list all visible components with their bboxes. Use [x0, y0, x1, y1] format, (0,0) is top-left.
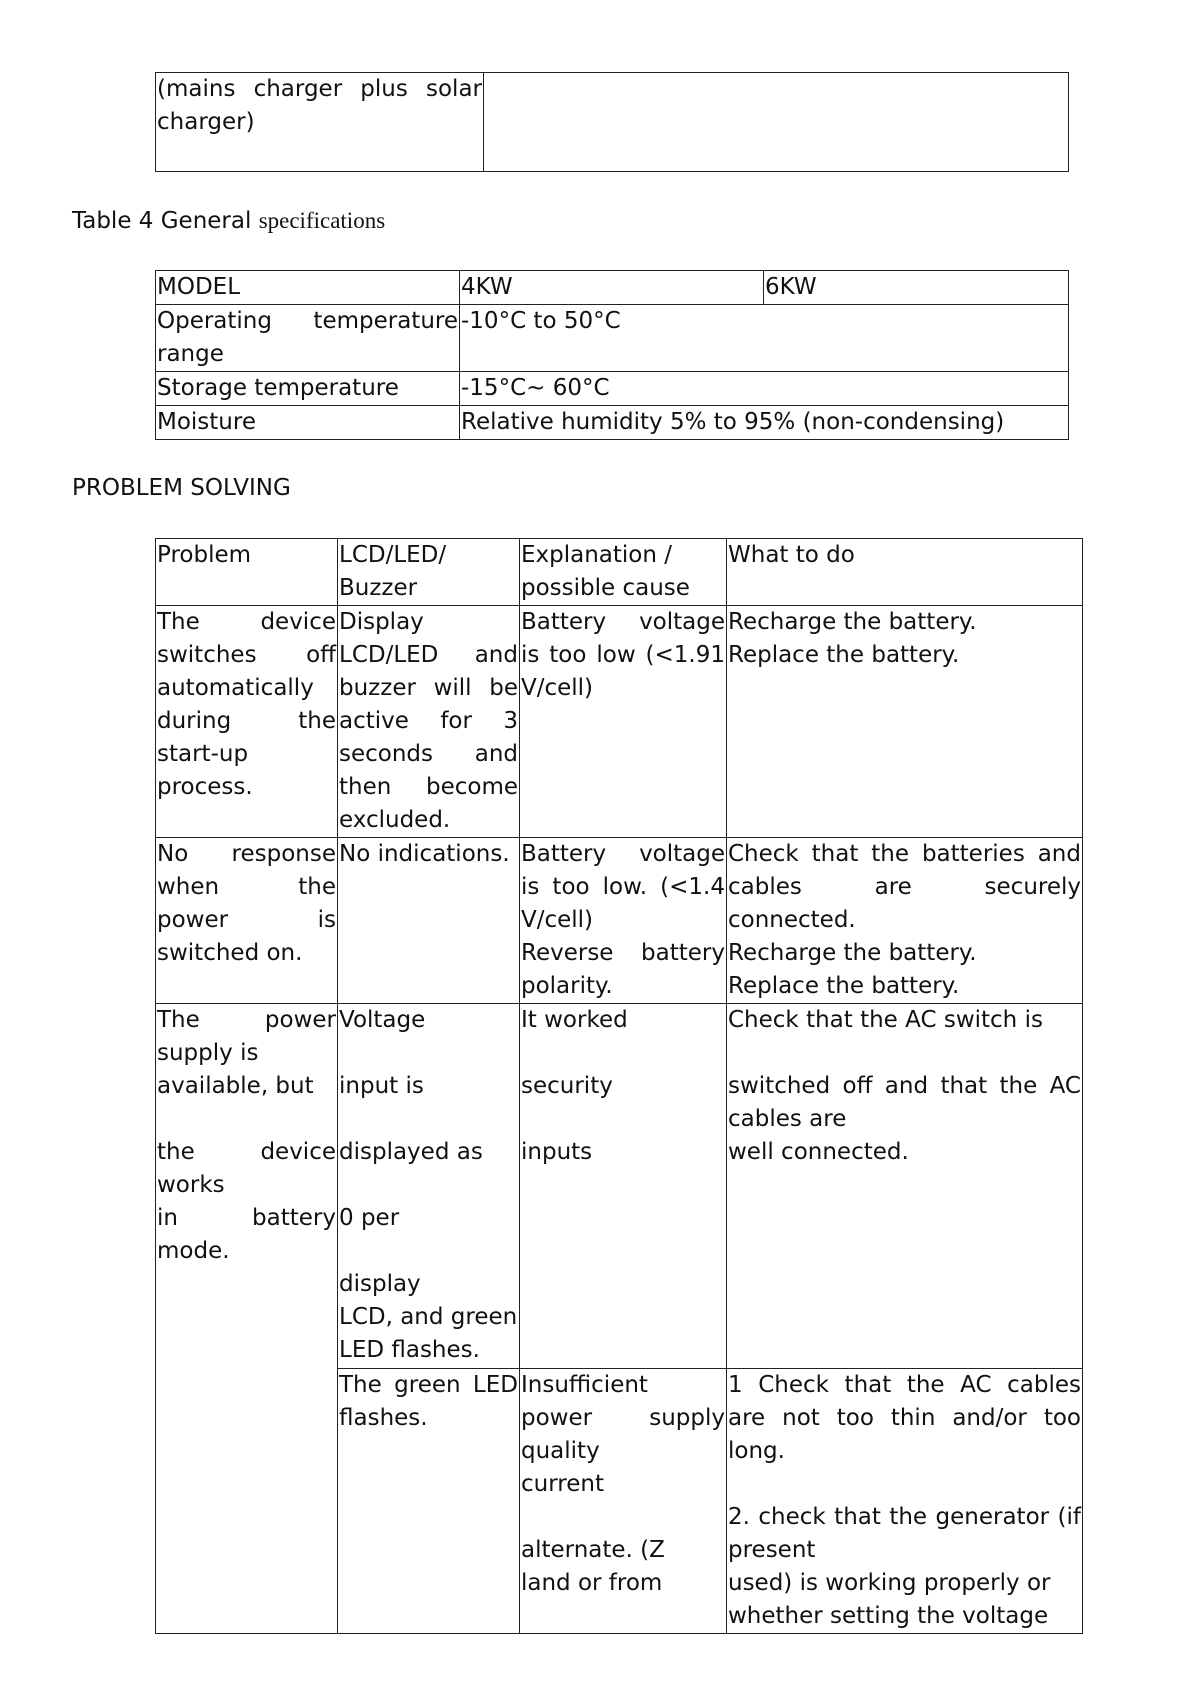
row3-explanation-line1: It worked	[521, 1007, 628, 1033]
header-explanation-line1: Explanation /	[521, 542, 673, 568]
table4-caption	[72, 204, 385, 238]
row2-lcd: No indications.	[338, 838, 520, 1004]
spec-label-storage-temperature: Storage temperature	[156, 372, 460, 406]
row4-what-to-do	[727, 1369, 1083, 1634]
row3-todo-line3: well connected.	[728, 1139, 909, 1165]
row2-todo-line3: Replace the battery.	[728, 973, 960, 999]
header-explanation-line2: possible cause	[521, 575, 690, 601]
row3-lcd-line1: Voltage	[339, 1007, 426, 1033]
header-lcd-led-buzzer	[338, 539, 520, 606]
row4-lcd: The green LED flashes.	[338, 1369, 520, 1634]
row4-explanation	[520, 1369, 727, 1634]
row3-problem-gap	[157, 1103, 336, 1136]
spec-value-storage-temperature: -15°C~ 60°C	[460, 372, 1069, 406]
header-what-to-do: What to do	[727, 539, 1083, 606]
continuation-table	[155, 72, 1069, 172]
row3-lcd-gap4	[339, 1235, 518, 1268]
row4-explanation-gap	[521, 1501, 725, 1534]
spec-label-moisture: Moisture	[156, 406, 460, 440]
row3-lcd-line5: display	[339, 1271, 421, 1297]
header-problem: Problem	[156, 539, 338, 606]
row3-problem-line2: available, but	[157, 1073, 314, 1099]
spec-value-operating-temperature: -10°C to 50°C	[460, 305, 1069, 372]
row1-lcd: Display LCD/LED and buzzer will be active for 3 seconds and then become excluded.	[338, 606, 520, 838]
row3-explanation-line2: security	[521, 1073, 613, 1099]
row3-lcd-line7: LED flashes.	[339, 1337, 480, 1363]
row2-todo-line1: Check that the batteries and cables are securely connected.	[728, 841, 1081, 933]
row3-lcd-line2: input is	[339, 1073, 424, 1099]
spec-header-4kw: 4KW	[460, 271, 764, 305]
row1-what-to-do	[727, 606, 1083, 838]
row1-todo-line1: Recharge the battery.	[728, 609, 977, 635]
row4-todo-line4: whether setting the voltage	[728, 1603, 1049, 1629]
row3-explanation-line3: inputs	[521, 1139, 593, 1165]
row3-explanation	[520, 1004, 727, 1369]
row3-problem-line1: The power supply is	[157, 1007, 336, 1066]
row3-lcd-gap2	[339, 1103, 518, 1136]
row2-problem: No response when the power is switched on.	[156, 838, 338, 1004]
row3-problem	[156, 1004, 338, 1634]
row4-todo-line1: 1 Check that the AC cables are not too thin and/or too long.	[728, 1372, 1081, 1464]
general-specifications-table	[155, 270, 1069, 440]
row3-problem-line4: in battery mode.	[157, 1205, 336, 1264]
row3-lcd	[338, 1004, 520, 1369]
row2-explanation	[520, 838, 727, 1004]
row2-explanation-line2: Reverse battery polarity.	[521, 940, 725, 999]
row1-explanation: Battery voltage is too low (<1.91 V/cell)	[520, 606, 727, 838]
row4-todo-gap	[728, 1468, 1081, 1501]
row4-todo-line2: 2. check that the generator (if present	[728, 1504, 1081, 1563]
row4-explanation-line2: current	[521, 1471, 604, 1497]
row3-explanation-gap1	[521, 1037, 725, 1070]
row3-what-to-do	[727, 1004, 1083, 1369]
row3-todo-gap	[728, 1037, 1081, 1070]
row4-explanation-line1: Insufficient power supply quality	[521, 1372, 725, 1464]
row1-problem: The device switches off automatically during the start-up process.	[156, 606, 338, 838]
continuation-cell-charger: (mains charger plus solar charger)	[156, 73, 484, 172]
row3-todo-line1: Check that the AC switch is	[728, 1007, 1043, 1033]
row3-lcd-gap1	[339, 1037, 518, 1070]
row2-explanation-line1: Battery voltage is too low. (<1.4 V/cell)	[521, 841, 725, 933]
header-explanation	[520, 539, 727, 606]
row2-todo-line2: Recharge the battery.	[728, 940, 977, 966]
spec-header-6kw: 6KW	[764, 271, 1069, 305]
row3-todo-line2: switched off and that the AC cables are	[728, 1073, 1081, 1132]
header-lcd-line1: LCD/LED/	[339, 542, 447, 568]
spec-value-moisture: Relative humidity 5% to 95% (non-condensing)	[460, 406, 1069, 440]
row2-what-to-do	[727, 838, 1083, 1004]
problem-solving-table	[155, 538, 1083, 1634]
spec-label-operating-temperature: Operating temperature range	[156, 305, 460, 372]
table4-caption-suffix: specifications	[258, 208, 386, 233]
row4-explanation-line4: land or from	[521, 1570, 663, 1596]
table4-caption-prefix: Table 4 General	[72, 208, 252, 234]
header-lcd-line2: Buzzer	[339, 575, 418, 601]
spec-header-model: MODEL	[156, 271, 460, 305]
row3-lcd-gap3	[339, 1169, 518, 1202]
continuation-cell-empty	[484, 73, 1069, 172]
row3-lcd-line6: LCD, and green	[339, 1304, 518, 1330]
row4-todo-line3: used) is working properly or	[728, 1570, 1051, 1596]
row3-explanation-gap2	[521, 1103, 725, 1136]
row3-problem-line3: the device works	[157, 1139, 336, 1198]
row1-todo-line2: Replace the battery.	[728, 642, 960, 668]
row3-lcd-line3: displayed as	[339, 1139, 483, 1165]
row4-explanation-line3: alternate. (Z	[521, 1537, 665, 1563]
row3-lcd-line4: 0 per	[339, 1205, 400, 1231]
problem-solving-heading: PROBLEM SOLVING	[72, 475, 291, 501]
